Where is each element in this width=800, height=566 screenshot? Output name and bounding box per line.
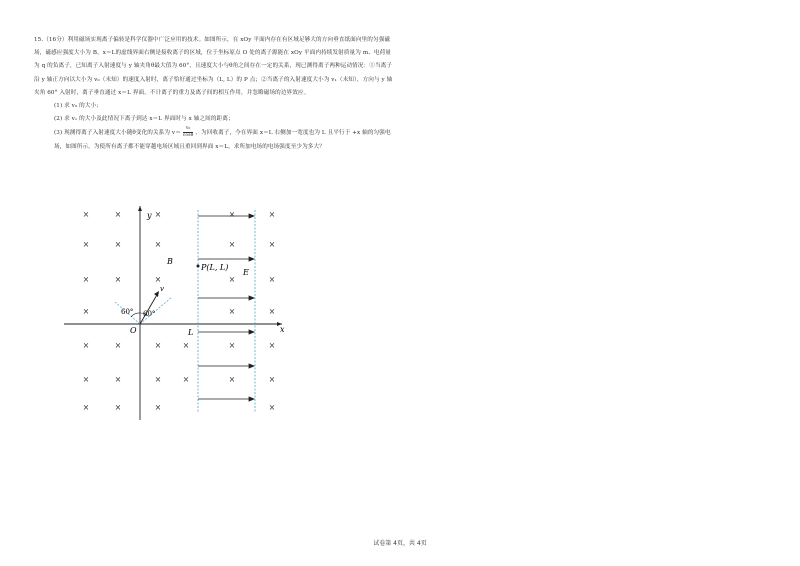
field-arrowhead bbox=[249, 397, 254, 401]
field-cross: × bbox=[268, 403, 276, 412]
point-p-label: P(L, L) bbox=[201, 263, 229, 272]
field-cross: × bbox=[228, 275, 236, 284]
page-footer bbox=[0, 538, 800, 547]
sub-question-2: (2) 求 v₁ 的大小及此情况下离子到达 x＝L 界面时与 x 轴之间的距离； bbox=[54, 116, 234, 123]
sub-question-1: (1) 求 v₀ 的大小； bbox=[54, 103, 102, 110]
magnetic-field-crosses bbox=[83, 210, 276, 412]
field-cross: × bbox=[228, 240, 236, 249]
field-cross: × bbox=[154, 403, 162, 412]
field-cross: × bbox=[114, 240, 122, 249]
right-angle-label: 60° bbox=[143, 310, 156, 318]
field-cross: × bbox=[82, 275, 90, 284]
field-cross: × bbox=[82, 307, 90, 316]
field-arrowhead bbox=[249, 257, 254, 261]
field-cross: × bbox=[82, 375, 90, 384]
origin-label: O bbox=[130, 326, 137, 335]
velocity-label: v bbox=[160, 285, 164, 293]
sub-question-3-part-b: ，为回收离子，今在界面 x＝L 右侧加一宽度也为 L 且平行于 +x 轴的匀强电场，如图所示，为使所有离子都不能穿越电场区域且重回到界面 x＝L，求所加电场的电场强度至少为多大？ bbox=[54, 130, 391, 150]
electric-field-arrows bbox=[198, 214, 254, 401]
question-score: （16分） bbox=[43, 37, 68, 43]
point-p bbox=[197, 265, 200, 268]
field-cross: × bbox=[182, 341, 190, 350]
field-cross: × bbox=[154, 275, 162, 284]
field-arrowhead bbox=[249, 330, 254, 334]
velocity-vector bbox=[140, 293, 158, 324]
question-15 bbox=[34, 34, 394, 154]
left-angle-label: 60° bbox=[121, 308, 134, 316]
field-cross: × bbox=[154, 210, 162, 219]
field-cross: × bbox=[228, 375, 236, 384]
velocity-fraction bbox=[183, 126, 194, 139]
field-cross: × bbox=[114, 375, 122, 384]
y-axis-label: y bbox=[147, 211, 152, 220]
e-field-label: E bbox=[243, 268, 249, 277]
physics-diagram bbox=[60, 200, 300, 430]
question-number: 15. bbox=[34, 37, 44, 43]
field-cross: × bbox=[114, 403, 122, 412]
field-cross: × bbox=[82, 210, 90, 219]
field-cross: × bbox=[114, 210, 122, 219]
y-axis-arrowhead bbox=[138, 206, 142, 211]
field-cross: × bbox=[268, 275, 276, 284]
field-cross: × bbox=[268, 341, 276, 350]
field-cross: × bbox=[154, 341, 162, 350]
l-label: L bbox=[188, 328, 194, 337]
field-cross: × bbox=[268, 210, 276, 219]
field-arrowhead bbox=[249, 214, 254, 218]
field-cross: × bbox=[114, 341, 122, 350]
sub-question-3 bbox=[34, 126, 394, 153]
field-cross: × bbox=[268, 240, 276, 249]
field-arrowhead bbox=[249, 296, 254, 300]
x-axis-label: x bbox=[280, 325, 285, 334]
field-cross: × bbox=[82, 240, 90, 249]
b-field-label: B bbox=[167, 257, 173, 266]
field-cross: × bbox=[228, 210, 236, 219]
fraction-numerator: v₀ bbox=[183, 126, 194, 133]
field-cross: × bbox=[228, 341, 236, 350]
question-body bbox=[34, 34, 394, 100]
field-cross: × bbox=[268, 375, 276, 384]
field-cross: × bbox=[182, 375, 190, 384]
fraction-denominator: cosθ bbox=[182, 133, 194, 139]
field-cross: × bbox=[82, 403, 90, 412]
field-cross: × bbox=[82, 341, 90, 350]
field-cross: × bbox=[114, 275, 122, 284]
sub-question-3-part-a: (3) 现测得离子入射速度大小随θ变化的关系为 v＝ bbox=[54, 130, 181, 137]
field-cross: × bbox=[228, 307, 236, 316]
field-cross: × bbox=[154, 240, 162, 249]
field-cross: × bbox=[268, 307, 276, 316]
field-arrowhead bbox=[249, 364, 254, 368]
question-text: 利用磁场实现离子偏转是科学仪器中广泛应用的技术。如图所示，在 xOy 平面内存在有区域足够大的方向垂直纸面向里的匀强磁场，磁感应强度大小为 B。x＝L的虚线界面右侧是接收离子的区域，位于坐标原点 O 处的离子源能在 xOy 平面内持续发射质量为 m、电荷量为 q 的负离子，已知离子入射速度与 y 轴夹角θ最大值为 60°，且速度大小与θ角之间存在一定的关系，现已测得离子两种运动情况：①当离子沿 y 轴正方向以大小为 v₀（未知）的速度入射时，离子恰好通过坐标为（L, L）的 P 点；②当离子的入射速度大小为 v₁（未知），方向与 y 轴夹角 60° 入射时，离子垂直通过 x＝L 界面。不计离子的重力及离子间的相互作用，并忽略磁场的边界效应。 bbox=[34, 37, 393, 96]
footer-page-indicator: 试卷第 4页，共 4页 bbox=[373, 540, 427, 547]
field-cross: × bbox=[154, 375, 162, 384]
